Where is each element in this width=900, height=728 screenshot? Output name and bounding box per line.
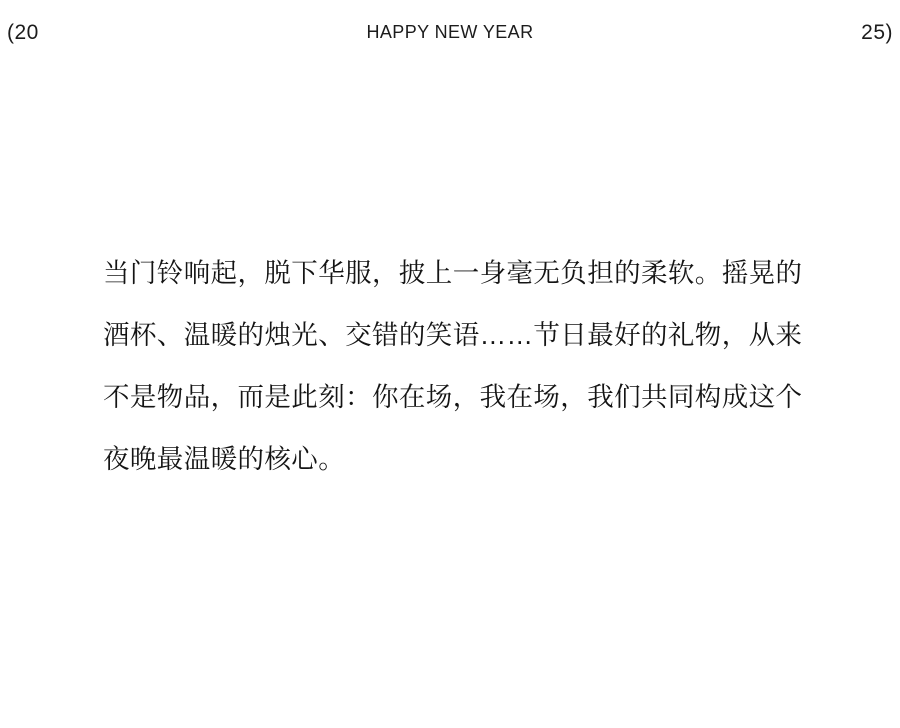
page-title: HAPPY NEW YEAR (366, 22, 534, 42)
paragraph-line-3: 不是物品，而是此刻：你在场，我在场，我们共同构成这个 (103, 382, 803, 412)
paragraph-line-1: 当门铃响起，脱下华服，披上一身毫无负担的柔软。摇晃的 (103, 258, 803, 288)
paragraph-line-4: 夜晚最温暖的核心。 (103, 444, 346, 474)
body-paragraph (103, 242, 802, 490)
paragraph-line-2: 酒杯、温暖的烛光、交错的笑语……节日最好的礼物，从来 (103, 320, 803, 350)
header-year-close: 25) (861, 21, 893, 44)
header-year-open: (20 (7, 21, 39, 44)
